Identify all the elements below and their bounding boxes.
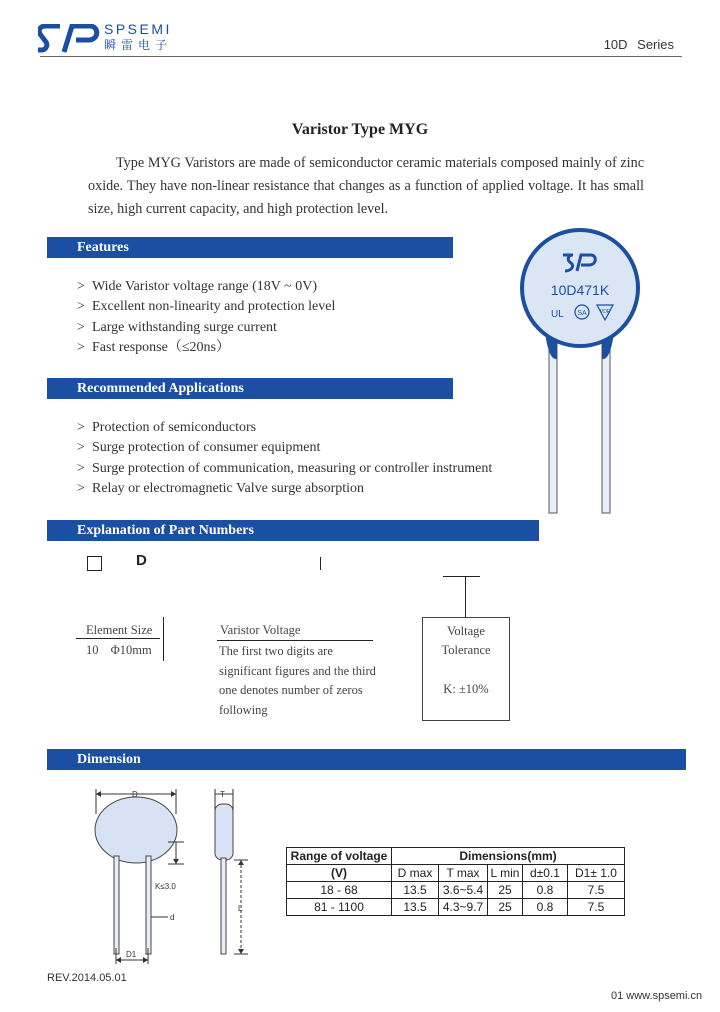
list-item: > Large withstanding surge current xyxy=(77,319,277,335)
brand-name-cn: 瞬雷电子 xyxy=(104,38,173,52)
table-row: 81 - 1100 13.5 4.3~9.7 25 0.8 7.5 xyxy=(287,899,625,916)
brand-name-en: SPSEMI xyxy=(104,21,172,37)
varistor-voltage-label: Varistor Voltage xyxy=(220,623,301,637)
spsemi-logo-icon xyxy=(38,24,102,54)
dim-label-T: T xyxy=(220,790,225,799)
section-dimension-header: Dimension xyxy=(47,749,686,770)
list-item: > Surge protection of communication, measuring or controller instrument xyxy=(77,460,493,476)
table-col-tmax: T max xyxy=(439,865,488,882)
dim-label-d: d xyxy=(170,913,175,922)
intro-paragraph: Type MYG Varistors are made of semiconductor ceramic materials composed mainly of zinc oxide. They have non-linear resistance that changes as a function of applied voltage. It has small size, high current capacity, and high protection level. xyxy=(88,155,644,217)
part-number-code-letter: D xyxy=(136,552,147,569)
table-col-d1: D1± 1.0 xyxy=(568,865,625,882)
element-size-rule xyxy=(76,638,160,639)
element-size-value: 10 Φ10mm xyxy=(86,643,152,657)
tolerance-label-line2: Tolerance xyxy=(441,643,491,657)
table-header-range: Range of voltage xyxy=(287,848,392,865)
dim-label-K: K≤3.0 xyxy=(155,882,176,891)
section-features-header: Features xyxy=(47,237,453,258)
tolerance-leader xyxy=(465,576,466,618)
svg-text:SA: SA xyxy=(577,310,587,317)
page-footer: 01 www.spsemi.cn xyxy=(611,990,703,1002)
dim-label-D: D xyxy=(132,790,138,799)
list-item: > Surge protection of consumer equipment xyxy=(77,440,321,456)
varistor-voltage-rule xyxy=(217,640,373,641)
element-size-separator xyxy=(163,617,164,661)
table-row: 18 - 68 13.5 3.6~5.4 25 0.8 7.5 xyxy=(287,882,625,899)
part-number-separator xyxy=(320,557,321,570)
svg-text:VDE: VDE xyxy=(599,309,611,315)
dimension-drawing xyxy=(88,784,268,970)
tolerance-value: K: ±10% xyxy=(443,682,489,696)
varistor-voltage-description: The first two digits are significant figures and the third one denotes number of zeros following xyxy=(219,644,376,717)
dim-label-D1: D1 xyxy=(126,950,137,959)
applications-list xyxy=(77,418,492,499)
table-header-dimensions: Dimensions(mm) xyxy=(392,848,625,865)
features-list xyxy=(77,277,335,358)
document-title: Varistor Type MYG xyxy=(291,121,429,138)
table-header-range-unit: (V) xyxy=(287,865,392,882)
list-item: > Relay or electromagnetic Valve surge absorption xyxy=(77,480,365,496)
revision-label: REV.2014.05.01 xyxy=(47,972,127,984)
product-marking: 10D471K xyxy=(550,282,610,298)
varistor-product-image xyxy=(515,213,645,518)
dim-label-L: L xyxy=(238,904,243,913)
dimension-table xyxy=(286,847,625,916)
series-label: 10D Series xyxy=(603,37,674,52)
list-item: > Excellent non-linearity and protection level xyxy=(77,299,336,315)
tolerance-bracket xyxy=(443,576,480,577)
element-size-label: Element Size xyxy=(86,623,153,637)
header-divider xyxy=(40,56,682,57)
table-col-d: d±0.1 xyxy=(523,865,568,882)
table-col-dmax: D max xyxy=(392,865,439,882)
tolerance-label-line1: Voltage xyxy=(447,624,485,638)
list-item: > Wide Varistor voltage range (18V ~ 0V) xyxy=(77,279,317,294)
section-part-numbers-header: Explanation of Part Numbers xyxy=(47,520,539,541)
list-item: > Protection of semiconductors xyxy=(77,420,257,435)
ul-mark-icon: UL xyxy=(551,309,564,320)
table-col-lmin: L min xyxy=(488,865,523,882)
list-item: > Fast response（≤20ns） xyxy=(77,339,230,355)
part-number-checkbox xyxy=(87,556,102,571)
section-applications-header: Recommended Applications xyxy=(47,378,453,399)
tolerance-box xyxy=(422,617,510,721)
